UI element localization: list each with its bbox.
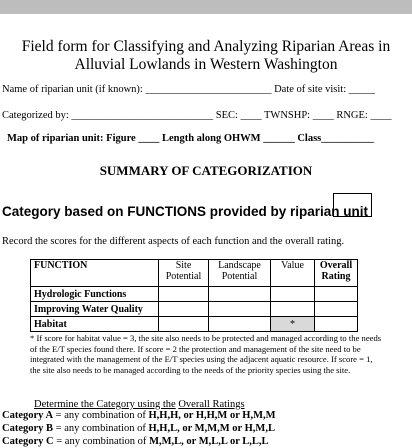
category-heading: Category based on FUNCTIONS provided by riparian unit bbox=[2, 204, 369, 219]
category-c-label: Category C bbox=[2, 436, 54, 447]
score-cell[interactable] bbox=[209, 317, 271, 332]
categorized-by-field[interactable]: Categorized by: ___________________________ SEC: ____ TWNSHP: ____ RNGE: ____ bbox=[2, 110, 392, 121]
determine-underlined: Overall Ratings bbox=[178, 399, 245, 410]
category-a-line bbox=[2, 410, 276, 421]
category-a-label: Category A bbox=[2, 410, 54, 421]
score-cell[interactable] bbox=[209, 302, 271, 317]
form-title-line-2: Alluvial Lowlands in Western Washington bbox=[74, 56, 338, 73]
category-c-line bbox=[2, 436, 269, 447]
score-cell[interactable] bbox=[315, 287, 358, 302]
score-cell[interactable] bbox=[315, 302, 358, 317]
score-cell[interactable] bbox=[159, 302, 209, 317]
form-title-line-1: Field form for Classifying and Analyzing Riparian Areas in bbox=[21, 38, 391, 55]
category-entry-box[interactable] bbox=[333, 193, 372, 217]
header-overall-rating: Overall Rating bbox=[315, 260, 358, 287]
habitat-footnote: * If score for habitat value = 3, the site also needs to be protected and managed according to the needs of the E/T species found there. If score = 2 the protection and management of the site need to be integrated with the management of the E/T species using the adjacent aquatic resource. If score = 1, the site also needs to be managed according to the needs of the priority species using the site. bbox=[30, 333, 382, 375]
score-cell[interactable] bbox=[159, 317, 209, 332]
table-header-row bbox=[31, 260, 358, 287]
score-cell[interactable] bbox=[159, 287, 209, 302]
header-landscape-potential: Landscape Potential bbox=[209, 260, 271, 287]
table-row bbox=[31, 317, 358, 332]
function-scores-table bbox=[30, 259, 358, 332]
score-cell[interactable] bbox=[271, 302, 315, 317]
score-cell[interactable] bbox=[209, 287, 271, 302]
record-instructions: Record the scores for the different aspects of each function and the overall rating. bbox=[2, 236, 345, 247]
category-b-line bbox=[2, 423, 275, 434]
table-row bbox=[31, 287, 358, 302]
category-b-text: = any combination of bbox=[53, 423, 149, 434]
category-c-text: = any combination of bbox=[53, 436, 150, 447]
row-label-hydrologic: Hydrologic Functions bbox=[31, 287, 159, 302]
score-cell[interactable] bbox=[271, 287, 315, 302]
category-b-combo: H,H,L, or M,M,M or H,M,L bbox=[148, 423, 275, 434]
determine-prefix: Determine the Category using the bbox=[34, 399, 176, 410]
top-shaded-bar bbox=[0, 0, 412, 14]
category-c-combo: M,M,L, or M,L,L or L,L,L bbox=[149, 436, 269, 447]
summary-heading: SUMMARY OF CATEGORIZATION bbox=[99, 163, 313, 178]
determine-category-line bbox=[34, 399, 245, 410]
riparian-unit-name-field[interactable]: Name of riparian unit (if known): ________________________ Date of site visit: _____ bbox=[2, 84, 375, 95]
row-label-water-quality: Improving Water Quality bbox=[31, 302, 159, 317]
map-length-class-field[interactable]: Map of riparian unit: Figure ____ Length along OHWM ______ Class__________ bbox=[7, 133, 374, 144]
score-cell[interactable] bbox=[315, 317, 358, 332]
header-site-potential: Site Potential bbox=[159, 260, 209, 287]
header-value: Value bbox=[271, 260, 315, 287]
category-a-text: = any combination of bbox=[53, 410, 149, 421]
header-function: FUNCTION bbox=[31, 260, 159, 287]
row-label-habitat: Habitat bbox=[31, 317, 159, 332]
category-a-combo: H,H,H, or H,H,M or H,M,M bbox=[148, 410, 276, 421]
habitat-value-cell[interactable]: * bbox=[271, 317, 315, 332]
table-row bbox=[31, 302, 358, 317]
category-b-label: Category B bbox=[2, 423, 54, 434]
